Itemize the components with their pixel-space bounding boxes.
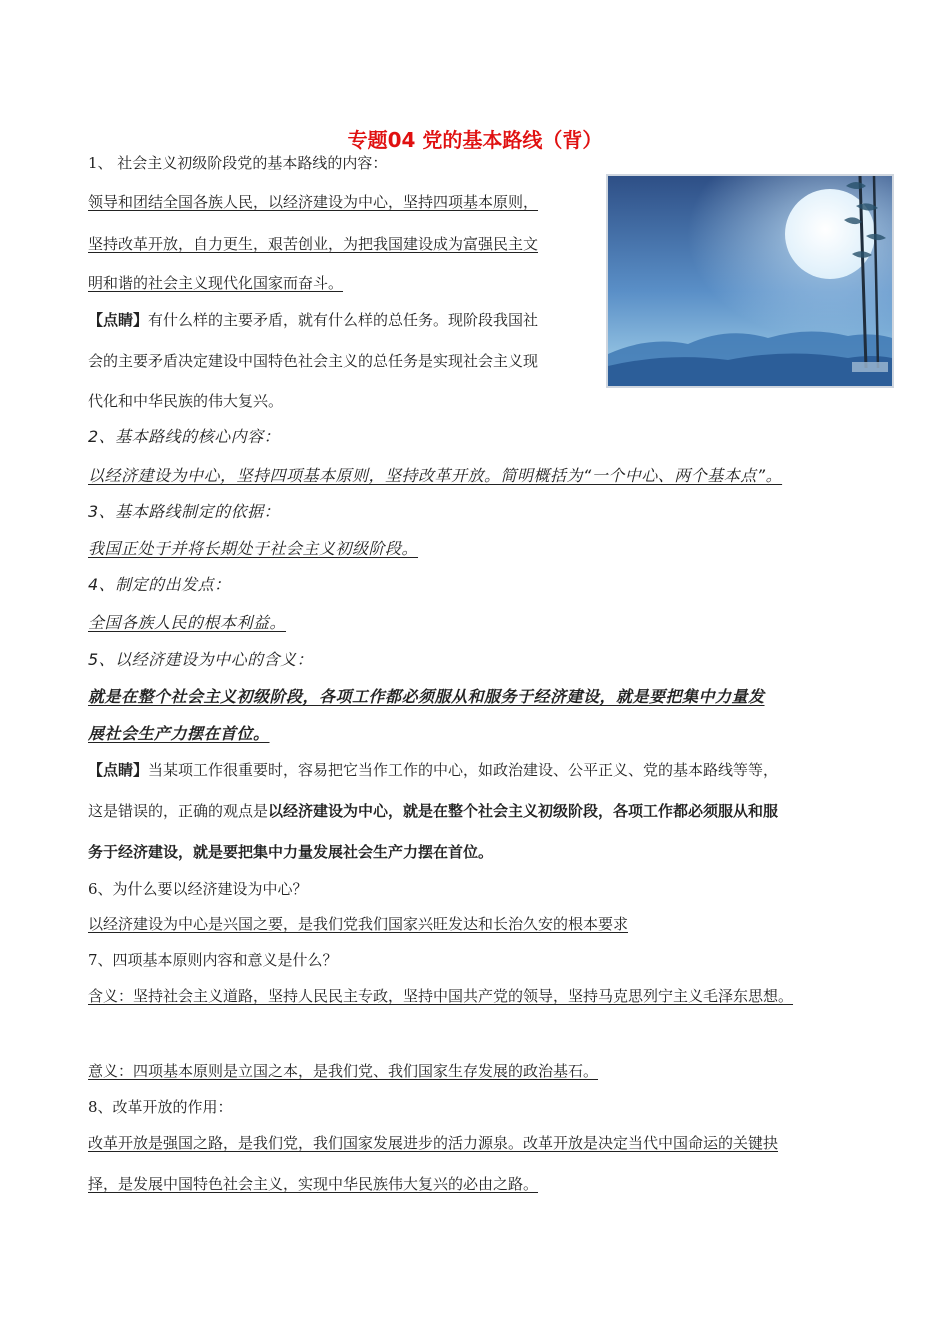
q4-heading-text: 4、制定的出发点： <box>88 575 231 594</box>
q3-answer-text: 我国正处于并将长期处于社会主义初级阶段。 <box>88 539 419 558</box>
q5-answer-text-2: 展社会生产力摆在首位。 <box>88 724 270 743</box>
q8-heading: 8、改革开放的作用： <box>88 1098 233 1116</box>
page-title: 专题04 党的基本路线（背） <box>347 128 603 152</box>
q1-tip-line-3: 代化和中华民族的伟大复兴。 <box>88 392 284 410</box>
q4-answer <box>88 613 286 633</box>
q5-tip-line-3: 务于经济建设，就是要把集中力量发展社会生产力摆在首位。 <box>88 843 494 861</box>
q3-answer <box>88 539 418 559</box>
q5-answer-text-1: 就是在整个社会主义初级阶段，各项工作都必须服从和服务于经济建设，就是要把集中力量发 <box>88 687 765 706</box>
tip-label: 【点睛】 <box>88 761 149 779</box>
q1-answer-line-2: 坚持改革开放，自力更生，艰苦创业，为把我国建设成为富强民主文 <box>88 235 539 253</box>
q3-heading-text: 3、基本路线制定的依据： <box>88 502 281 521</box>
q5-tip-text-1: 当某项工作很重要时，容易把它当作工作的中心，如政治建设、公平正义、党的基本路线等等， <box>148 761 779 779</box>
q5-answer-line-2 <box>88 724 270 744</box>
q5-tip-line-2 <box>88 801 778 821</box>
q1-answer-line-3: 明和谐的社会主义现代化国家而奋斗。 <box>88 274 344 292</box>
q8-answer-line-2: 择，是发展中国特色社会主义，实现中华民族伟大复兴的必由之路。 <box>88 1175 539 1193</box>
q5-tip-line-1 <box>88 760 778 780</box>
q1-tip-line-2: 会的主要矛盾决定建设中国特色社会主义的总任务是实现社会主义现 <box>88 352 539 370</box>
q1-heading: 1、 社会主义初级阶段党的基本路线的内容： <box>88 154 388 172</box>
q7-content: 含义：坚持社会主义道路，坚持人民民主专政，坚持中国共产党的领导，坚持马克思列宁主义毛泽东思想。 <box>88 987 794 1005</box>
q5-heading-text: 5、以经济建设为中心的含义： <box>88 650 314 669</box>
q8-answer-line-1: 改革开放是强国之路，是我们党，我们国家发展进步的活力源泉。改革开放是决定当代中国命运的关键抉 <box>88 1134 779 1152</box>
tip-label: 【点睛】 <box>88 311 149 329</box>
q7-heading: 7、四项基本原则内容和意义是什么？ <box>88 951 338 969</box>
q5-answer-line-1 <box>88 687 765 707</box>
q5-heading <box>88 650 313 670</box>
q5-tip-bold-2: 以经济建设为中心，就是在整个社会主义初级阶段，各项工作都必须服从和服 <box>268 802 779 820</box>
q7-meaning: 意义：四项基本原则是立国之本，是我们党、我们国家生存发展的政治基石。 <box>88 1062 599 1080</box>
q2-heading <box>88 427 280 447</box>
moonlit-landscape-image <box>606 174 894 388</box>
q4-answer-text: 全国各族人民的根本利益。 <box>88 613 287 632</box>
q1-answer-line-1: 领导和团结全国各族人民，以经济建设为中心，坚持四项基本原则， <box>88 193 539 211</box>
q2-heading-text: 2、基本路线的核心内容： <box>88 427 281 446</box>
q3-heading <box>88 502 280 522</box>
q2-answer-text: 以经济建设为中心，坚持四项基本原则，坚持改革开放。简明概括为“一个中心、两个基本点”。 <box>88 466 783 485</box>
q2-answer <box>88 466 782 486</box>
q4-heading <box>88 575 231 595</box>
q1-tip-line-1 <box>88 310 538 330</box>
q6-heading: 6、为什么要以经济建设为中心？ <box>88 880 308 898</box>
q1-tip-text-1: 有什么样的主要矛盾，就有什么样的总任务。现阶段我国社 <box>148 311 539 329</box>
q6-answer: 以经济建设为中心是兴国之要，是我们党我们国家兴旺发达和长治久安的根本要求 <box>88 915 629 933</box>
q5-tip-text-2: 这是错误的，正确的观点是 <box>88 802 269 820</box>
